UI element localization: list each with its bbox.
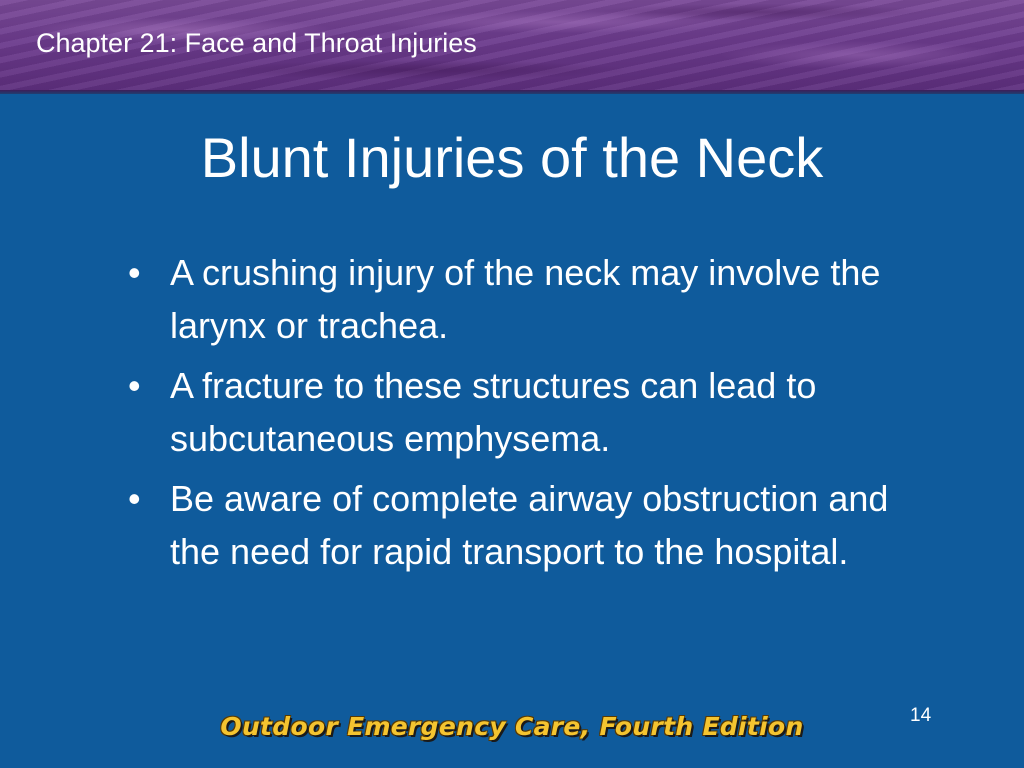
chapter-title: Chapter 21: Face and Throat Injuries: [36, 28, 477, 58]
bullet-text: A fracture to these structures can lead to subcutaneous emphysema.: [170, 365, 817, 459]
bullet-marker: •: [128, 365, 141, 406]
bullet-list: [128, 246, 918, 585]
slide-title: Blunt Injuries of the Neck: [200, 126, 824, 189]
bullet-item: [128, 359, 918, 465]
bullet-text: A crushing injury of the neck may involve the larynx or trachea.: [170, 252, 881, 346]
footer-brand-logo: Outdoor Emergency Care, Fourth Edition: [220, 712, 804, 741]
header-banner: [0, 0, 1024, 90]
bullet-item: [128, 246, 918, 352]
page-number: 14: [910, 705, 932, 726]
bullet-marker: •: [128, 252, 141, 293]
bullet-text: Be aware of complete airway obstruction and the need for rapid transport to the hospital.: [170, 478, 889, 572]
bullet-marker: •: [128, 478, 141, 519]
header-divider: [0, 90, 1024, 94]
bullet-item: [128, 472, 918, 578]
